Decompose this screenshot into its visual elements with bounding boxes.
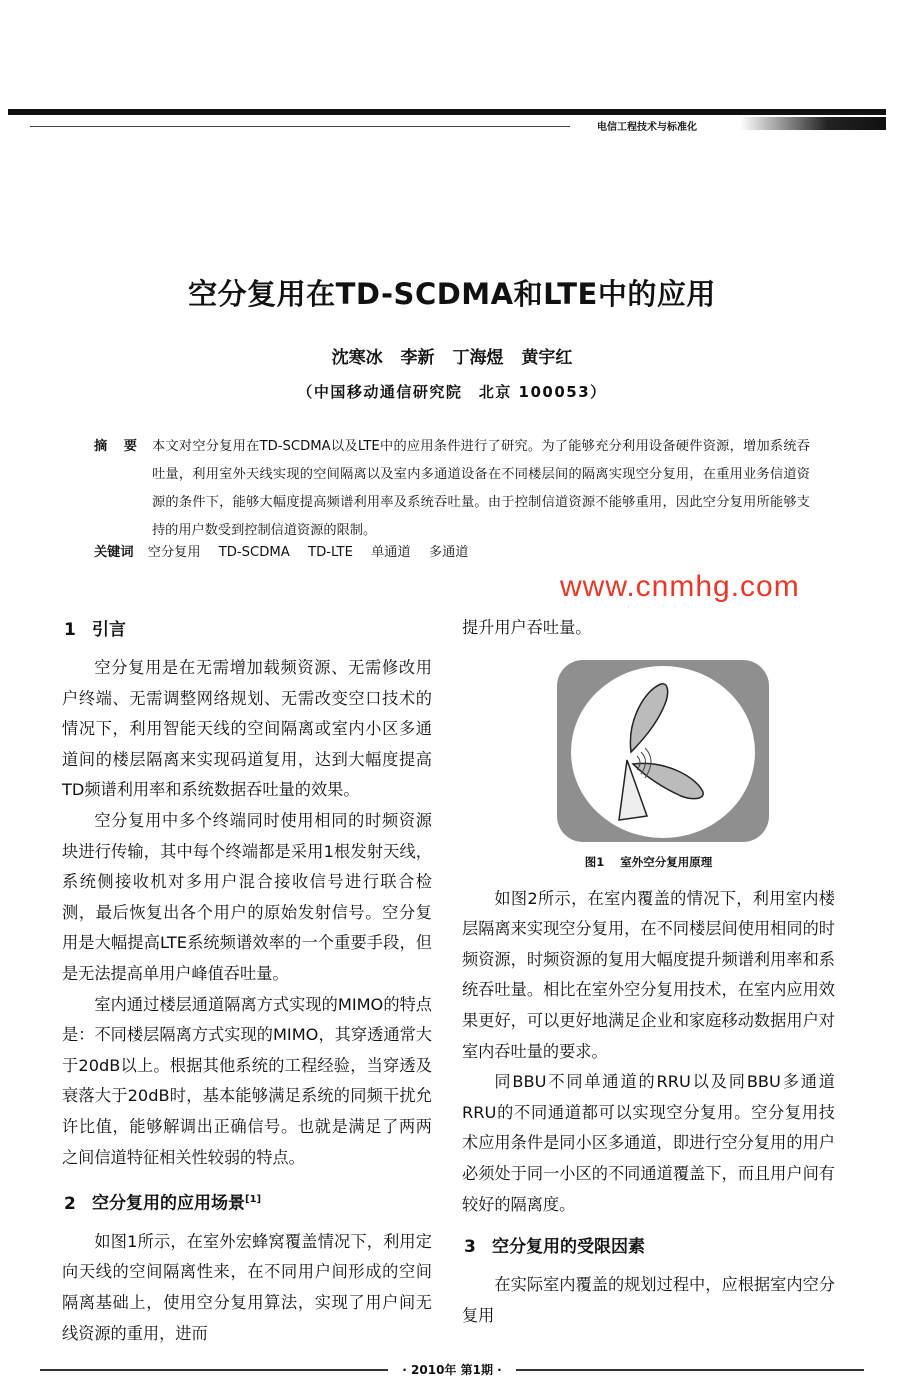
- paragraph: 同BBU不同单通道的RRU以及同BBU多通道RRU的不同通道都可以实现空分复用。空分复用技术应用条件是同小区多通道，即进行空分复用的用户必须处于同一小区的不同通道覆盖下，而且用户间有较好的隔离度。: [462, 1072, 835, 1214]
- journal-name: 电信工程技术与标准化: [597, 122, 697, 133]
- right-column-body: [462, 884, 835, 1221]
- keywords: [94, 544, 514, 562]
- right-column: [462, 613, 835, 1331]
- keyword: TD-LTE: [308, 545, 353, 560]
- header-rule-thin: [30, 126, 570, 127]
- abstract-text: 本文对空分复用在TD-SCDMA以及LTE中的应用条件进行了研究。为了能够充分利用设备硬件资源，增加系统吞吐量，利用室外天线实现的空间隔离以及室内多通道设备在不同楼层间的隔离实现空分复用，在重用业务信道资源的条件下，能够大幅度提高频谱利用率及系统吞吐量。由于控制信道资源不能够重用，因此空分复用所能够支持的用户数受到控制信道资源的限制。: [152, 439, 810, 538]
- header-rule-thick: [8, 109, 886, 115]
- paragraph: 如图2所示，在室内覆盖的情况下，利用室内楼层隔离来实现空分复用，在不同楼层间使用相同的时频资源，时频资源的复用大幅度提升频谱利用率和系统吞吐量。相比在室外空分复用技术，在室内应用效果更好，可以更好地满足企业和家庭移动数据用户对室内吞吐量的要求。: [462, 888, 835, 1061]
- author: 李新: [400, 348, 435, 368]
- paragraph: 空分复用是在无需增加载频资源、无需修改用户终端、无需调整网络规划、无需改变空口技术的情况下，利用智能天线的空间隔离或室内小区多通道间的楼层隔离来实现码道复用，达到大幅度提高TD频谱利用率和系统数据吞吐量的效果。: [62, 658, 432, 800]
- header-rule-gradient: [740, 117, 886, 130]
- affiliation: （中国移动通信研究院 北京 100053）: [297, 383, 607, 401]
- watermark: www.cnmhg.com: [560, 570, 800, 603]
- paragraph: 空分复用中多个终端同时使用相同的时频资源块进行传输，其中每个终端都是采用1根发射天线，系统侧接收机对多用户混合接收信号进行联合检测，最后恢复出各个用户的原始发射信号。空分复用是大幅提高LTE系统频谱效率的一个重要手段，但是无法提高单用户峰值吞吐量。: [62, 810, 432, 983]
- abstract-label: 摘 要: [94, 439, 143, 454]
- continued-text: 提升用户吞吐量。: [462, 618, 592, 637]
- antenna-beam-diagram: [557, 660, 769, 842]
- left-column: [62, 613, 432, 1349]
- author: 丁海煜: [452, 348, 504, 368]
- keyword: 空分复用: [147, 545, 201, 560]
- keyword: TD-SCDMA: [218, 545, 290, 560]
- section-2-heading: 2 空分复用的应用场景[1]: [64, 1193, 262, 1214]
- section-1-body: [62, 653, 432, 1173]
- issue-number: · 2010年 第1期 ·: [402, 1363, 502, 1377]
- section-3-body: [462, 1270, 835, 1331]
- paragraph: 室内通过楼层通道隔离方式实现的MIMO的特点是：不同楼层隔离方式实现的MIMO，其穿透通常大于20dB以上。根据其他系统的工程经验，当穿透及衰落大于20dB时，基本能够满足系统的同频干扰允许比值，能够解调出正确信号。也就是满足了两两之间信道特征相关性较弱的特点。: [62, 994, 432, 1167]
- section-2-body: [62, 1227, 432, 1349]
- footer-rule-left: [40, 1369, 388, 1371]
- keywords-label: 关键词: [94, 545, 134, 560]
- section-1-heading: 1 引言: [64, 620, 126, 640]
- figure-1-image: [557, 660, 769, 842]
- footer: [0, 1361, 904, 1378]
- keyword: 单通道: [371, 545, 411, 560]
- footer-rule-right: [516, 1369, 864, 1371]
- author: 黄宇红: [521, 348, 573, 368]
- paragraph: 如图1所示，在室外宏蜂窝覆盖情况下，利用定向天线的空间隔离性来，在不同用户间形成的空间隔离基础上，使用空分复用算法，实现了用户间无线资源的重用，进而: [62, 1231, 432, 1343]
- abstract: [94, 433, 810, 545]
- figure-1-caption: 图1 室外空分复用原理: [584, 854, 713, 869]
- author: 沈寒冰: [331, 348, 383, 368]
- keyword: 多通道: [428, 545, 469, 560]
- section-3-heading: 3 空分复用的受限因素: [464, 1237, 645, 1258]
- paragraph: 在实际室内覆盖的规划过程中，应根据室内空分复用: [462, 1275, 835, 1325]
- article-title: 空分复用在TD-SCDMA和LTE中的应用: [188, 277, 716, 311]
- authors: [0, 343, 904, 368]
- citation: [1]: [245, 1194, 262, 1206]
- two-column-body: [62, 613, 835, 1349]
